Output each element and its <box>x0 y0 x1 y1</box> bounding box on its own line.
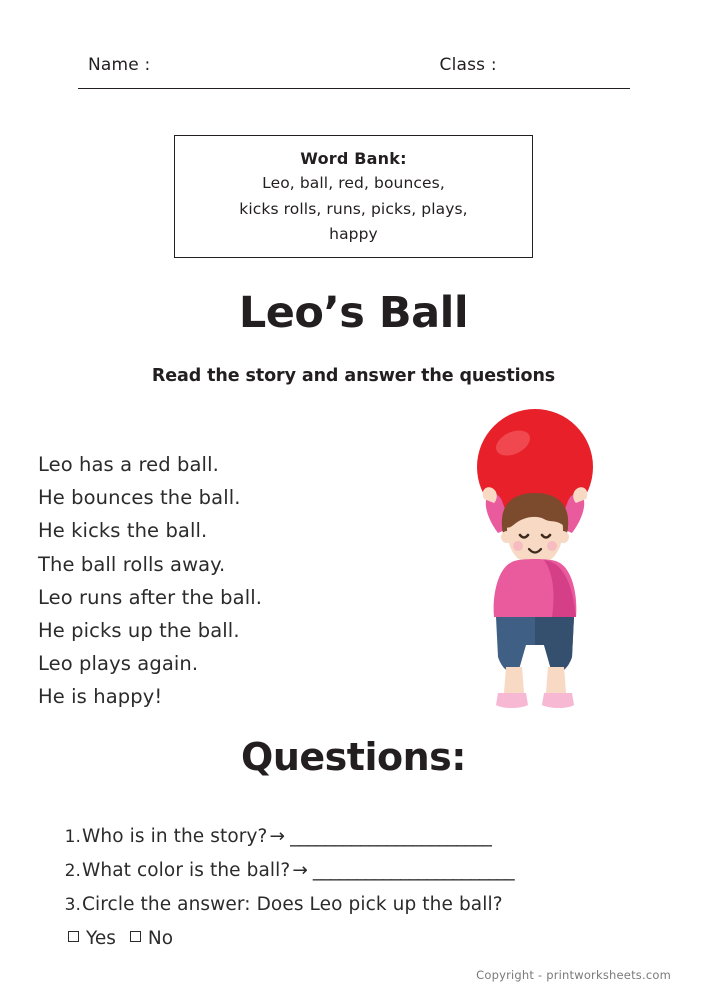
checkbox-icon[interactable] <box>130 931 141 942</box>
word-bank-title: Word Bank: <box>300 149 407 168</box>
name-class-row <box>78 55 630 89</box>
answer-options-row <box>60 922 660 955</box>
page-subtitle: Read the story and answer the questions <box>151 366 556 386</box>
questions-heading: Questions: <box>241 735 466 779</box>
question-text: What color is the ball? <box>82 860 291 881</box>
story-line: He is happy! <box>38 685 163 709</box>
question-number: 2. <box>64 861 81 881</box>
question-item <box>60 888 660 922</box>
class-label: Class : <box>439 55 497 75</box>
copyright-footer: Copyright - printworksheets.com <box>476 968 671 982</box>
name-label: Name : <box>88 55 151 75</box>
question-text: Who is in the story? <box>82 826 268 847</box>
story-line: Leo runs after the ball. <box>38 585 263 609</box>
story-line: Leo plays again. <box>38 652 199 676</box>
word-bank-box <box>174 135 533 258</box>
page-title: Leo’s Ball <box>238 288 469 338</box>
checkbox-icon[interactable] <box>68 931 79 942</box>
question-item <box>60 820 660 854</box>
word-bank-line: kicks rolls, runs, picks, plays, <box>239 199 468 218</box>
boy-holding-red-ball-illustration <box>440 405 630 725</box>
story-line: Leo has a red ball. <box>38 453 219 476</box>
option-yes-label: Yes <box>86 928 116 949</box>
story-line: He picks up the ball. <box>38 619 240 643</box>
story-text <box>38 448 438 714</box>
arrow-icon: → <box>269 826 286 847</box>
arrow-icon: → <box>292 860 308 881</box>
question-number: 1. <box>64 827 81 847</box>
option-yes[interactable] <box>68 922 116 955</box>
story-line: He kicks the ball. <box>38 519 208 543</box>
question-number: 3. <box>64 895 81 915</box>
questions-list <box>60 820 660 955</box>
word-bank-line: Leo, ball, red, bounces, <box>262 174 445 192</box>
answer-blank[interactable]: _______________________ <box>312 860 515 881</box>
story-line: The ball rolls away. <box>38 552 226 576</box>
word-bank-line: happy <box>329 225 378 244</box>
story-line: He bounces the ball. <box>38 486 241 510</box>
question-item <box>60 854 660 888</box>
answer-blank[interactable]: _______________________ <box>290 826 492 847</box>
question-text: Circle the answer: Does Leo pick up the ball? <box>82 894 503 915</box>
option-no[interactable] <box>130 922 173 955</box>
option-no-label: No <box>147 928 174 949</box>
